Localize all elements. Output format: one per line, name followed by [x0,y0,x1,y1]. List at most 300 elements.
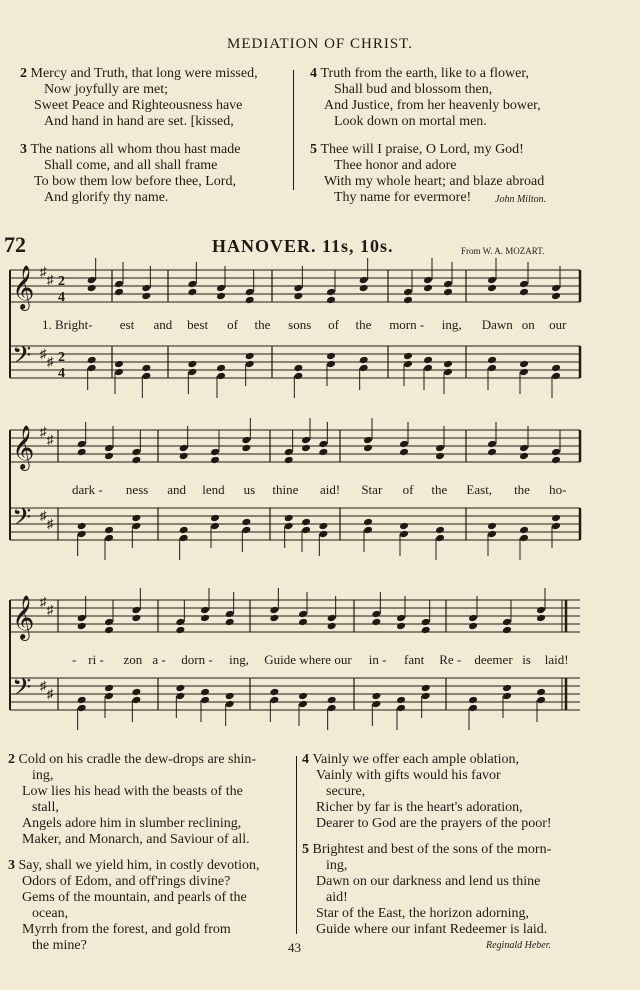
lyric-syllable: the [355,317,372,332]
note-head [301,518,311,527]
note-head [175,692,185,701]
note-head [77,440,87,449]
note-head [326,352,336,361]
note-head [551,522,561,531]
verse-line-text: Vainly with gifts would his favor [316,768,501,783]
note-head [131,522,141,531]
verse-line-text: stall, [32,800,59,815]
note-head [359,284,369,293]
lyric-syllable: Re - [439,652,462,667]
lyric-syllable: the [254,317,271,332]
note-head [77,614,87,623]
note-head [519,452,529,461]
note-head [131,696,141,705]
note-head [536,696,546,705]
note-head [141,292,151,301]
time-signature-bottom: 4 [58,290,65,305]
note-head [77,622,87,631]
note-head [371,700,381,709]
note-head [468,614,478,623]
lyric-syllable: East, [466,482,493,497]
note-head [225,618,235,627]
verse-line-text: aid! [326,890,348,905]
verse-line-text: Truth from the earth, like to a flower, [320,66,529,81]
note-head [403,352,413,361]
note-head [104,626,114,635]
note-head [519,368,529,377]
verse-line-text: secure, [326,784,366,799]
verse-line [8,858,298,874]
note-head [423,364,433,373]
note-head [396,696,406,705]
note-head [443,288,453,297]
verse-line [8,816,298,832]
note-head [327,622,337,631]
note-head [468,704,478,713]
verse-line-text: And hand in hand are set. [kissed, [44,114,234,129]
bottom-verses-right [302,752,632,938]
note-head [487,530,497,539]
note-head [502,618,512,627]
verse-line-text: Maker, and Monarch, and Saviour of all. [22,832,250,847]
note-head [363,518,373,527]
lyric-syllable: best [187,317,209,332]
verse-number: 5 [310,142,321,157]
lyric-syllable: is [522,652,531,667]
verse-number: 4 [310,66,321,81]
note-head [179,452,189,461]
note-head [225,700,235,709]
verse-line-text: Look down on mortal men. [334,114,487,129]
verse-line-text: Cold on his cradle the dew-drops are shin- [18,752,257,767]
note-head [468,696,478,705]
verse-line-text: The nations all whom thou hast made [30,142,241,157]
verse-line [8,832,298,848]
note-head [200,614,210,623]
sharp-icon: ♯ [47,272,54,287]
lyric-syllable: us [243,482,256,497]
verse-number: 3 [8,858,19,873]
verse-line-text: Vainly we offer each ample oblation, [312,752,520,767]
lyric-syllable: a - [152,652,166,667]
note-head [399,522,409,531]
note-head [487,440,497,449]
note-head [245,288,255,297]
lyric-syllable: our [549,317,567,332]
verse-line [302,906,632,922]
note-head [327,696,337,705]
note-head [502,626,512,635]
verse-line [8,800,298,816]
note-head [131,614,141,623]
note-head [327,614,337,623]
lyric-syllable: ing, [229,652,249,667]
note-head [371,610,381,619]
lyric-syllable: ness [125,482,149,497]
verse-line [8,874,298,890]
verse-line-text: Gems of the mountain, and pearls of the [22,890,247,905]
verse-line-text: And Justice, from her heavenly bower, [324,98,541,113]
lyric-syllable: ri - [88,652,104,667]
note-head [210,522,220,531]
sharp-icon: ♯ [40,424,47,439]
note-head [216,372,226,381]
verse-line [8,906,298,922]
note-head [487,356,497,365]
verse-line [302,922,632,938]
note-head [359,276,369,285]
lyric-syllable: laid! [544,652,569,667]
note-head [284,448,294,457]
note-head [519,280,529,289]
note-head [114,360,124,369]
verse-number: 2 [20,66,31,81]
note-head [318,440,328,449]
note-head [241,436,251,445]
note-head [284,522,294,531]
note-head [87,364,97,373]
note-head [245,360,255,369]
note-head [210,456,220,465]
note-head [269,688,279,697]
note-head [77,704,87,713]
note-head [487,276,497,285]
verse-line [302,752,632,768]
lyric-syllable: Star [361,482,383,497]
treble-clef-icon: 𝄞 [12,427,35,469]
note-head [318,448,328,457]
verse-line-text: Sweet Peace and Righteousness have [34,98,243,113]
note-head [77,530,87,539]
lyric-syllable: of [402,482,414,497]
verse-number: 3 [20,142,31,157]
note-head [210,514,220,523]
verse-line [8,922,298,938]
verse-line [8,784,298,800]
note-head [551,448,561,457]
verse-block [8,858,298,954]
note-head [298,700,308,709]
note-head [423,356,433,365]
note-head [519,534,529,543]
note-head [187,360,197,369]
note-head [443,280,453,289]
note-head [399,448,409,457]
verse-line [302,890,632,906]
note-head [216,284,226,293]
note-head [468,622,478,631]
verse-block [302,842,632,938]
note-head [114,288,124,297]
note-head [104,444,114,453]
verse-line-text: Now joyfully are met; [44,82,169,97]
verse-line-text: Thee will I praise, O Lord, my God! [320,142,524,157]
bass-clef-icon: 𝄢 [12,674,32,707]
lyric-syllable: dark - [72,482,103,497]
note-head [131,514,141,523]
note-head [487,364,497,373]
bass-clef-icon: 𝄢 [12,342,32,375]
time-signature-top: 2 [58,274,65,289]
note-head [326,360,336,369]
verse-line-text: Shall come, and all shall frame [44,158,218,173]
sharp-icon: ♯ [40,678,47,693]
verse-line [8,938,298,954]
verse-line-text: the mine? [32,938,87,953]
bottom-verses-author: Reginald Heber. [486,940,551,951]
note-head [175,618,185,627]
page-title: MEDIATION OF CHRIST. [227,36,413,52]
verse-line [8,768,298,784]
note-head [298,610,308,619]
verse-block [8,752,298,848]
note-head [318,530,328,539]
note-head [175,684,185,693]
verse-line-text: Thy name for evermore! [334,190,472,205]
verse-line [302,842,632,858]
note-head [396,614,406,623]
lyric-syllable: ho- [549,482,567,497]
note-head [104,692,114,701]
sharp-icon: ♯ [47,432,54,447]
note-head [298,692,308,701]
note-head [87,276,97,285]
lyric-syllable: deemer [474,652,513,667]
note-head [421,626,431,635]
note-head [269,606,279,615]
lyric-syllable: morn - [389,317,425,332]
lyric-syllable: fant [404,652,425,667]
lyric-syllable: est [119,317,135,332]
verse-line-text: ing, [326,858,348,873]
lyric-syllable: in - [368,652,387,667]
note-head [487,284,497,293]
note-head [77,696,87,705]
note-head [502,684,512,693]
note-head [245,352,255,361]
note-head [371,692,381,701]
verse-line [302,816,632,832]
note-head [519,526,529,535]
note-head [536,606,546,615]
note-head [269,614,279,623]
note-head [435,452,445,461]
sharp-icon: ♯ [40,594,47,609]
lyric-syllable: and [167,482,187,497]
note-head [551,292,561,301]
note-head [421,618,431,627]
note-head [141,364,151,373]
note-head [104,534,114,543]
note-head [293,284,303,293]
sharp-icon: ♯ [40,264,47,279]
note-head [363,444,373,453]
note-head [104,526,114,535]
verse-line [302,800,632,816]
note-head [519,360,529,369]
note-head [284,514,294,523]
lyric-syllable: - [72,652,77,667]
lyric-syllable: and [153,317,173,332]
note-head [536,688,546,697]
note-head [175,626,185,635]
note-head [502,692,512,701]
note-head [241,444,251,453]
note-head [519,444,529,453]
note-head [77,522,87,531]
note-head [551,364,561,373]
note-head [327,704,337,713]
note-head [131,606,141,615]
note-head [293,292,303,301]
note-head [87,356,97,365]
page-number: 43 [288,940,301,955]
note-head [551,514,561,523]
note-head [131,448,141,457]
sharp-icon: ♯ [47,602,54,617]
composer-credit: From W. A. MOZART. [461,246,545,256]
verse-line-text: Say, shall we yield him, in costly devotion, [18,858,260,873]
note-head [241,526,251,535]
verse-line-text: With my whole heart; and blaze abroad [324,174,545,189]
lyric-syllable: 1. Bright- [42,317,93,332]
note-head [435,534,445,543]
verse-line-text: Richer by far is the heart's adoration, [316,800,523,815]
lyric-syllable: the [514,482,530,497]
verse-line-text: Star of the East, the horizon adorning, [316,906,530,921]
note-head [403,288,413,297]
verse-number: 5 [302,842,313,857]
note-head [187,288,197,297]
note-head [131,456,141,465]
note-head [87,284,97,293]
note-head [141,284,151,293]
verse-line-text: Odors of Edom, and off'rings divine? [22,874,231,889]
note-head [216,292,226,301]
hymn-number: 72 [4,232,26,257]
note-head [200,696,210,705]
note-head [536,614,546,623]
verse-line-text: ocean, [32,906,69,921]
lyric-syllable: of [227,317,238,332]
sharp-icon: ♯ [40,508,47,523]
verse-line-text: Shall bud and blossom then, [334,82,493,97]
top-verses-author: John Milton. [495,194,547,205]
verse-line-text: Dawn on our darkness and lend us thine [316,874,541,889]
note-head [423,276,433,285]
lyric-syllable: thine [272,482,299,497]
note-head [114,368,124,377]
note-head [399,530,409,539]
note-head [284,456,294,465]
lyric-syllable: zon [123,652,143,667]
verse-line-text: And glorify thy name. [44,190,169,205]
note-head [435,444,445,453]
tune-name: HANOVER. 11s, 10s. [212,236,394,256]
verse-line [302,858,632,874]
note-head [396,704,406,713]
note-head [487,522,497,531]
lyric-syllable: sons [288,317,312,332]
note-head [435,526,445,535]
lyric-syllable: ing, [441,317,462,332]
note-head [225,610,235,619]
verse-number: 2 [8,752,19,767]
treble-clef-icon: 𝄞 [12,597,35,639]
note-head [179,534,189,543]
note-head [210,448,220,457]
sharp-icon: ♯ [47,354,54,369]
verse-line [8,890,298,906]
note-head [363,526,373,535]
verse-line-text: Guide where our infant Redeemer is laid. [316,922,548,937]
note-head [551,372,561,381]
note-head [216,364,226,373]
lyric-syllable: Guide where our [264,652,352,667]
verse-number: 4 [302,752,313,767]
time-signature-top: 2 [58,350,65,365]
verse-line [8,752,298,768]
note-head [371,618,381,627]
note-head [301,526,311,535]
bottom-verses-left [8,752,298,954]
note-head [179,444,189,453]
note-head [241,518,251,527]
lyric-syllable: aid! [320,482,341,497]
note-head [77,448,87,457]
verse-line-text: Mercy and Truth, that long were missed, [30,66,258,81]
note-head [293,364,303,373]
note-head [318,522,328,531]
lyric-syllable: lend [202,482,225,497]
note-head [200,606,210,615]
note-head [225,692,235,701]
note-head [399,440,409,449]
verse-line [302,784,632,800]
note-head [403,360,413,369]
verse-line-text: Dearer to God are the prayers of the poor! [316,816,552,831]
note-head [269,696,279,705]
note-head [298,618,308,627]
note-head [396,622,406,631]
note-head [187,368,197,377]
lyric-syllable: dorn - [181,652,213,667]
bass-clef-icon: 𝄢 [12,504,32,537]
note-head [114,280,124,289]
treble-clef-icon: 𝄞 [12,267,35,309]
note-head [487,448,497,457]
note-head [421,684,431,693]
verse-line [302,768,632,784]
note-head [245,296,255,305]
sharp-icon: ♯ [40,346,47,361]
note-head [403,296,413,305]
note-head [363,436,373,445]
note-head [104,684,114,693]
note-head [359,364,369,373]
verse-line-text: To bow them low before thee, Lord, [34,174,236,189]
note-head [187,280,197,289]
note-head [301,436,311,445]
note-head [293,372,303,381]
note-head [359,356,369,365]
note-head [326,296,336,305]
note-head [179,526,189,535]
note-head [131,688,141,697]
note-head [443,368,453,377]
note-head [301,444,311,453]
lyric-syllable: of [328,317,339,332]
